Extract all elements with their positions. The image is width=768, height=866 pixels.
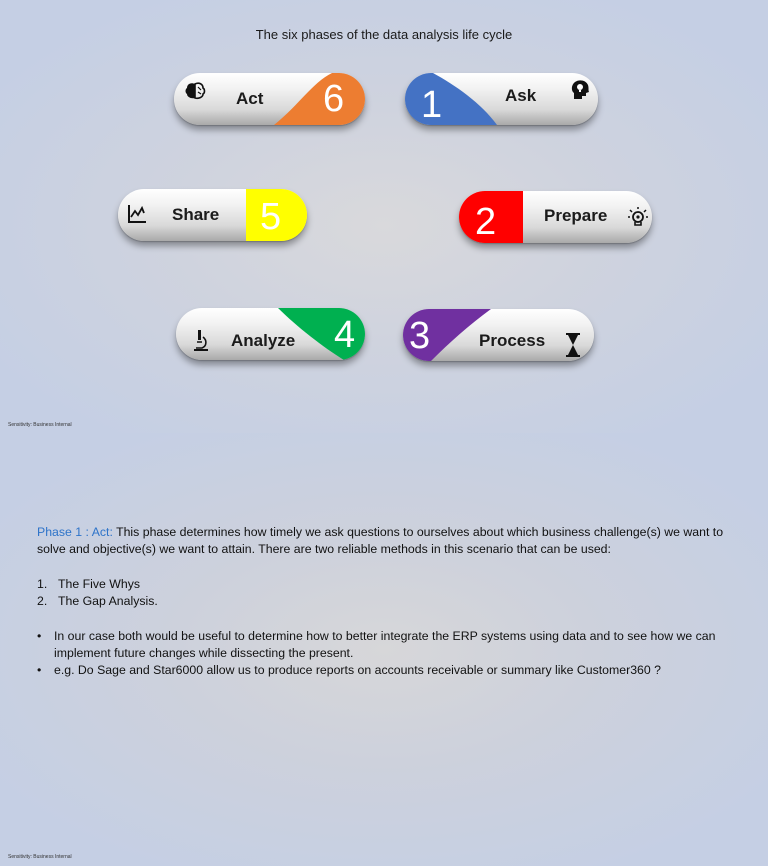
slide-title: The six phases of the data analysis life cycle: [255, 27, 513, 42]
phase-act[interactable]: [174, 73, 365, 125]
phase-share[interactable]: [118, 189, 307, 241]
analyze-label: Analyze: [231, 331, 296, 350]
list-item-text: The Five Whys: [58, 577, 140, 591]
microscope-icon: [191, 328, 209, 357]
process-label: Process: [479, 331, 546, 350]
sensitivity-label: Sensitivity: Business Internal: [8, 422, 72, 428]
brain-icon: [184, 81, 206, 106]
phase-prepare[interactable]: [459, 191, 652, 243]
ask-label: Ask: [505, 86, 537, 105]
prepare-label: Prepare: [544, 206, 608, 225]
hourglass-icon: [565, 333, 581, 361]
list-item-text: The Gap Analysis.: [58, 594, 158, 608]
list-item-number: 2.: [37, 594, 48, 608]
phase-intro-text: This phase determines how timely we ask questions to ourselves about which business challenge(s) we want to solve and objective(s) we want to attain. There are two reliable methods in this scenario that can be used:: [37, 525, 724, 556]
lightbulb-icon: [627, 206, 649, 233]
phase-heading: Phase 1 : Act:: [37, 525, 113, 539]
list-item: [37, 662, 737, 679]
list-item-number: 1.: [37, 577, 48, 591]
chart-icon: [127, 204, 147, 229]
phase-ask[interactable]: [405, 73, 598, 125]
list-item: [37, 576, 158, 593]
prepare-number: 2: [475, 201, 497, 243]
act-number: 6: [323, 78, 345, 120]
process-number: 3: [409, 315, 431, 357]
analyze-number: 4: [334, 314, 356, 356]
list-item-text: In our case both would be useful to determine how to better integrate the ERP systems using data and to see how we can implement future changes while dissecting the present.: [54, 629, 716, 660]
phase-analyze[interactable]: [176, 308, 365, 360]
sensitivity-label: Sensitivity: Business Internal: [8, 854, 72, 860]
list-item: [37, 593, 158, 610]
methods-list: [37, 576, 158, 610]
ask-number: 1: [421, 84, 443, 125]
slide-phase-1-act: [0, 433, 768, 866]
bullet-icon: •: [37, 629, 42, 643]
act-label: Act: [236, 89, 264, 108]
phase-intro-paragraph: [37, 524, 737, 558]
head-lightbulb-icon: [570, 79, 590, 106]
phase-process[interactable]: [403, 309, 594, 361]
list-item: [37, 628, 737, 662]
list-item-text: e.g. Do Sage and Star6000 allow us to produce reports on accounts receivable or summary like Customer360 ?: [54, 663, 661, 677]
bullet-list: [37, 628, 737, 679]
share-label: Share: [172, 205, 220, 224]
share-number: 5: [260, 196, 282, 238]
bullet-icon: •: [37, 663, 42, 677]
